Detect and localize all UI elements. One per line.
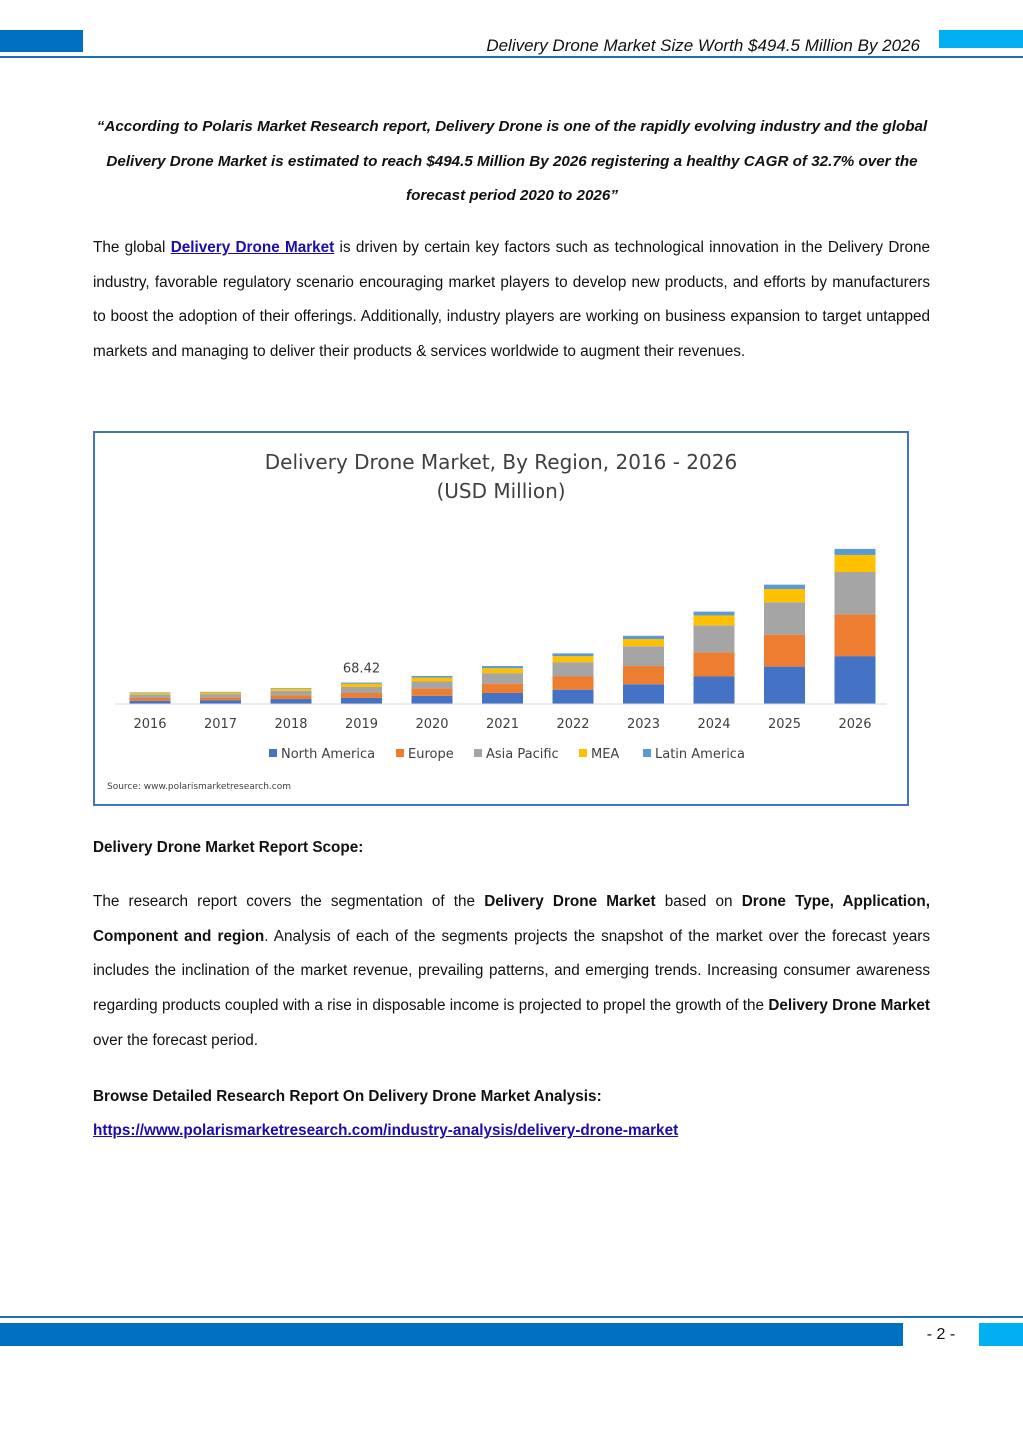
x-tick-label: 2017	[203, 717, 238, 732]
page-number: - 2 -	[926, 1326, 956, 1343]
bar-2026-north-america	[835, 656, 876, 704]
bar-2020-asia-pacific	[412, 681, 453, 688]
bar-2026-latin-america	[835, 549, 876, 555]
intro-text-rest: is driven by certain key factors such as technological innovation in the Delivery Drone industry, favorable regulatory scenario encouraging market players to develop new products, and efforts by manufacturers to boost the adoption of their offerings. Additionally, industry players are working on business expansion to target untapped markets and managing to deliver their products & services worldwide to augment their revenues.	[93, 239, 931, 361]
report-quote: “According to Polaris Market Research report, Delivery Drone is one of the rapidly evolving industry and the global Delivery Drone Market is estimated to reach $494.5 Million By 2026 registering a healthy CAGR of 32.7% over the forecast period 2020 to 2026”	[96, 118, 928, 204]
scope-text-4: over the forecast period.	[93, 1031, 258, 1049]
legend-label: North America	[281, 747, 376, 762]
x-tick-label: 2018	[274, 717, 308, 732]
bar-2016-asia-pacific	[130, 695, 171, 698]
bar-2017-north-america	[200, 700, 241, 704]
bar-2022-mea	[553, 656, 594, 662]
bar-2020-mea	[412, 678, 453, 682]
page-header-title: Delivery Drone Market Size Worth $494.5 Million By 2026	[486, 36, 920, 55]
legend-label: MEA	[591, 747, 620, 762]
bar-2017-latin-america	[200, 692, 241, 693]
bar-2024-mea	[694, 615, 735, 625]
chart-frame	[93, 431, 909, 806]
bar-2025-north-america	[764, 667, 805, 704]
legend-swatch	[643, 749, 651, 757]
footer-bar	[0, 1323, 903, 1346]
scope-bold-2: Drone Type, Application, Component and region	[93, 893, 930, 945]
scope-bold-1: Delivery Drone Market	[484, 893, 656, 910]
bar-2020-europe	[412, 689, 453, 696]
scope-heading: Delivery Drone Market Report Scope:	[93, 839, 364, 856]
bar-2023-latin-america	[623, 636, 664, 639]
bar-2021-europe	[482, 684, 523, 693]
intro-paragraph	[93, 231, 930, 370]
chart-source: Source: www.polarismarketresearch.com	[107, 782, 292, 792]
bar-2022-latin-america	[553, 653, 594, 656]
bar-2022-europe	[553, 677, 594, 690]
bar-2024-asia-pacific	[694, 625, 735, 652]
intro-text-start: The global	[93, 239, 171, 256]
header-divider	[0, 56, 1023, 58]
footer-divider	[0, 1316, 1023, 1318]
legend-label: Asia Pacific	[486, 747, 559, 762]
bar-2019-mea	[341, 684, 382, 687]
bar-2025-mea	[764, 589, 805, 602]
delivery-drone-market-link[interactable]: Delivery Drone Market	[170, 239, 335, 256]
bar-2016-latin-america	[130, 692, 171, 693]
bar-2024-latin-america	[694, 612, 735, 616]
x-tick-label: 2024	[697, 717, 731, 732]
bar-2023-europe	[623, 666, 664, 684]
bar-2019-north-america	[341, 698, 382, 704]
bar-2025-europe	[764, 635, 805, 667]
bar-2023-mea	[623, 639, 664, 646]
x-tick-label: 2023	[626, 717, 661, 732]
bar-2023-asia-pacific	[623, 646, 664, 666]
bar-2026-asia-pacific	[835, 572, 876, 614]
legend-label: Europe	[408, 747, 454, 762]
bar-2018-mea	[271, 689, 312, 691]
bar-2018-latin-america	[271, 688, 312, 689]
scope-text-2: based on	[655, 893, 742, 910]
report-url-link[interactable]: https://www.polarismarketresearch.com/industry-analysis/delivery-drone-market	[93, 1122, 679, 1139]
scope-text-3: . Analysis of each of the segments projects the snapshot of the market over the forecast years includes the inclination of the market revenue, prevailing patterns, and emerging trends. Increasing consumer awareness regarding products coupled with a rise in disposable income is projected to propel the growth of the	[93, 927, 930, 1015]
x-tick-label: 2021	[485, 717, 520, 732]
x-tick-label: 2026	[838, 717, 872, 732]
header-accent-left	[0, 30, 83, 52]
legend-swatch	[269, 749, 277, 757]
bar-annotation-label: 68.42	[342, 661, 381, 677]
legend-label: Latin America	[655, 747, 745, 762]
x-tick-label: 2025	[767, 717, 802, 732]
bar-2021-mea	[482, 668, 523, 673]
footer-accent-right	[979, 1323, 1023, 1346]
bar-2024-europe	[694, 652, 735, 676]
scope-text-1: The research report covers the segmentation of the	[93, 893, 485, 910]
scope-paragraph	[93, 885, 930, 1059]
bar-2025-asia-pacific	[764, 602, 805, 634]
bar-2019-asia-pacific	[341, 687, 382, 693]
x-tick-label: 2022	[556, 717, 590, 732]
legend-swatch	[396, 749, 404, 757]
bar-2021-north-america	[482, 693, 523, 704]
bar-2024-north-america	[694, 677, 735, 705]
browse-heading: Browse Detailed Research Report On Delivery Drone Market Analysis:	[93, 1088, 602, 1105]
bar-2018-europe	[271, 695, 312, 699]
bar-2016-mea	[130, 693, 171, 695]
header-accent-right	[939, 30, 1023, 48]
bar-2026-europe	[835, 614, 876, 656]
bar-2021-latin-america	[482, 666, 523, 668]
bar-2026-mea	[835, 555, 876, 572]
chart-subtitle: (USD Million)	[436, 479, 566, 503]
bar-2018-asia-pacific	[271, 691, 312, 695]
bar-2019-europe	[341, 693, 382, 698]
scope-bold-3: Delivery Drone Market	[768, 997, 930, 1015]
legend-swatch	[579, 749, 587, 757]
bar-2025-latin-america	[764, 585, 805, 589]
bar-2017-asia-pacific	[200, 694, 241, 697]
legend-swatch	[474, 749, 482, 757]
bar-2021-asia-pacific	[482, 673, 523, 683]
x-tick-label: 2019	[344, 717, 379, 732]
bar-2022-north-america	[553, 690, 594, 704]
bar-2020-latin-america	[412, 676, 453, 678]
bar-2017-europe	[200, 697, 241, 700]
chart-title: Delivery Drone Market, By Region, 2016 - 2026	[264, 450, 738, 474]
bar-2022-asia-pacific	[553, 662, 594, 676]
region-market-chart	[95, 433, 907, 804]
bar-2017-mea	[200, 692, 241, 694]
x-tick-label: 2020	[415, 717, 449, 732]
bar-2020-north-america	[412, 696, 453, 704]
x-tick-label: 2016	[133, 717, 167, 732]
bar-2016-europe	[130, 698, 171, 701]
bar-2019-latin-america	[341, 683, 382, 684]
bar-2018-north-america	[271, 699, 312, 704]
bar-2023-north-america	[623, 684, 664, 704]
